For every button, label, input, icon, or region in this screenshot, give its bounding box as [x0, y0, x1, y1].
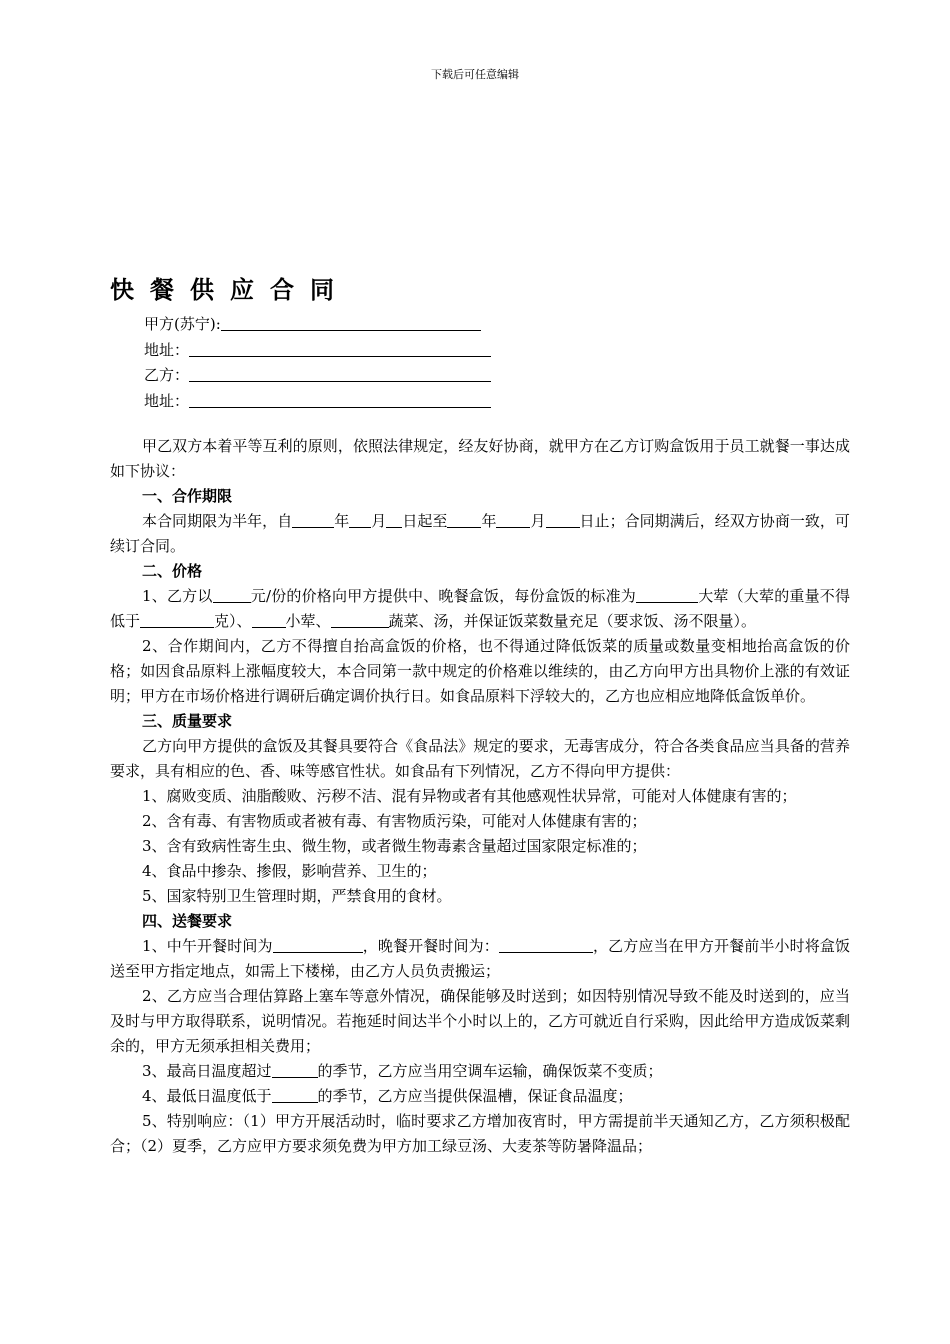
term-text-6: 月: [530, 512, 546, 530]
dinner-time-blank[interactable]: [499, 936, 593, 953]
party-b-address-label: 地址：: [144, 391, 190, 410]
vegetable-count-blank[interactable]: [331, 611, 389, 628]
end-year-blank[interactable]: [447, 511, 481, 528]
quality-item: 4、食品中掺杂、掺假，影响营养、卫生的；: [142, 862, 437, 880]
delivery-text-b: ，晚餐开餐时间为：: [362, 937, 499, 955]
term-text-3: 月: [371, 512, 387, 530]
delivery-paragraph-5: 5、特别响应：（1）甲方开展活动时，临时要求乙方增加夜宵时，甲方需提前半天通知乙方，乙方须积极配合；（2）夏季，乙方应甲方要求须免费为甲方加工绿豆汤、大麦茶等防暑降温品；: [110, 1112, 850, 1155]
main-meat-count-blank[interactable]: [636, 586, 698, 603]
party-b-row: [144, 363, 491, 389]
party-b-address-row: [144, 389, 491, 415]
party-a-address-row: [144, 338, 491, 364]
price-text-b: 元/份的价格向甲方提供中、晚餐盒饭，每份盒饭的标准为: [250, 587, 636, 605]
quality-item: 3、含有致病性寄生虫、微生物，或者微生物毒素含量超过国家限定标准的；: [142, 837, 647, 855]
delivery-paragraph-2: 2、乙方应当合理估算路上塞车等意外情况，确保能够及时送到；如因特别情况导致不能及时送到的，应当及时与甲方取得联系，说明情况。若拖延时间达半个小时以上的，乙方可就近自行采购，因此给甲方造成饭菜剩余的，甲方无须承担相关费用；: [110, 987, 850, 1055]
delivery-paragraph-1: [110, 934, 850, 984]
intro-paragraph: 甲乙双方本着平等互利的原则，依照法律规定，经友好协商，就甲方在乙方订购盒饭用于员工就餐一事达成如下协议：: [110, 437, 850, 480]
max-temp-blank[interactable]: [272, 1061, 318, 1078]
contract-title: 快餐供应合同: [110, 276, 350, 304]
side-meat-count-blank[interactable]: [252, 611, 286, 628]
delivery-text-3b: 的季节，乙方应当用空调车运输，确保饭菜不变质；: [317, 1062, 663, 1080]
header-note: 下载后可任意编辑: [431, 68, 519, 81]
term-text-1: 本合同期限为半年，自: [142, 512, 293, 530]
price-text-e: 小荤、: [285, 612, 331, 630]
price-text-f: 蔬菜、汤，并保证饭菜数量充足（要求饭、汤不限量）。: [388, 612, 757, 630]
party-a-row: [144, 312, 491, 338]
meat-weight-blank[interactable]: [140, 611, 214, 628]
price-paragraph-1: [110, 584, 850, 634]
end-day-blank[interactable]: [546, 511, 580, 528]
party-a-address-label: 地址：: [144, 340, 190, 359]
term-text-5: 年: [481, 512, 497, 530]
end-month-blank[interactable]: [496, 511, 530, 528]
quality-item: 1、腐败变质、油脂酸败、污秽不洁、混有异物或者有其他感观性状异常，可能对人体健康有害的；: [142, 787, 797, 805]
price-text-d: 克）、: [214, 612, 252, 630]
party-a-address-blank[interactable]: [189, 340, 491, 357]
section-price-heading: 二、价格: [142, 562, 203, 580]
delivery-text-3a: 3、最高日温度超过: [142, 1062, 272, 1080]
delivery-text-c: ，乙方应当在甲方开餐前半小时将盒饭送至甲方指定地点，如需上下楼梯，由乙方人员负责搬运；: [110, 937, 850, 980]
term-text-2: 年: [334, 512, 350, 530]
delivery-text-4a: 4、最低日温度低于: [142, 1087, 272, 1105]
start-year-blank[interactable]: [292, 511, 334, 528]
party-b-label: 乙方：: [144, 366, 190, 384]
party-a-label: 甲方(苏宁):: [144, 315, 221, 333]
quality-paragraph: 乙方向甲方提供的盒饭及其餐具要符合《食品法》规定的要求，无毒害成分，符合各类食品应当具备的营养要求，具有相应的色、香、味等感官性状。如食品有下列情况，乙方不得向甲方提供：: [110, 737, 850, 780]
delivery-text-a: 1、中午开餐时间为: [142, 937, 273, 955]
unit-price-blank[interactable]: [213, 586, 251, 603]
delivery-paragraph-4: [110, 1084, 850, 1109]
quality-item: 5、国家特别卫生管理时期，严禁食用的食材。: [142, 887, 452, 905]
quality-item: 2、含有毒、有害物质或者被有毒、有害物质污染，可能对人体健康有害的；: [142, 812, 647, 830]
lunch-time-blank[interactable]: [273, 936, 363, 953]
section-term-heading: 一、合作期限: [142, 487, 233, 505]
parties-block: [144, 312, 491, 414]
contract-body: [110, 434, 850, 1159]
delivery-paragraph-3: [110, 1059, 850, 1084]
price-paragraph-2: 2、合作期间内，乙方不得擅自抬高盒饭的价格，也不得通过降低饭菜的质量或数量变相地抬高盒饭的价格；如因食品原料上涨幅度较大，本合同第一款中规定的价格难以维续的，由乙方向甲方出具物价上涨的有效证明；甲方在市场价格进行调研后确定调价执行日。如食品原料下浮较大的，乙方也应相应地降低盒饭单价。: [110, 637, 850, 705]
price-text-a: 1、乙方以: [142, 587, 213, 605]
delivery-text-4b: 的季节，乙方应当提供保温槽，保证食品温度；: [317, 1087, 633, 1105]
party-a-blank[interactable]: [221, 314, 481, 331]
section-term-paragraph: [110, 509, 850, 559]
section-quality-heading: 三、质量要求: [142, 712, 233, 730]
party-b-blank[interactable]: [189, 365, 491, 382]
term-text-7: 日止；合同期满后，经双方协商一致，可续订合同。: [110, 512, 850, 555]
term-text-4: 日起至: [402, 512, 448, 530]
party-b-address-blank[interactable]: [189, 391, 491, 408]
price-text-c: 大荤（大荤的重量不得低于: [110, 587, 850, 630]
section-delivery-heading: 四、送餐要求: [142, 912, 233, 930]
min-temp-blank[interactable]: [272, 1086, 318, 1103]
start-month-blank[interactable]: [349, 511, 371, 528]
start-day-blank[interactable]: [386, 511, 402, 528]
